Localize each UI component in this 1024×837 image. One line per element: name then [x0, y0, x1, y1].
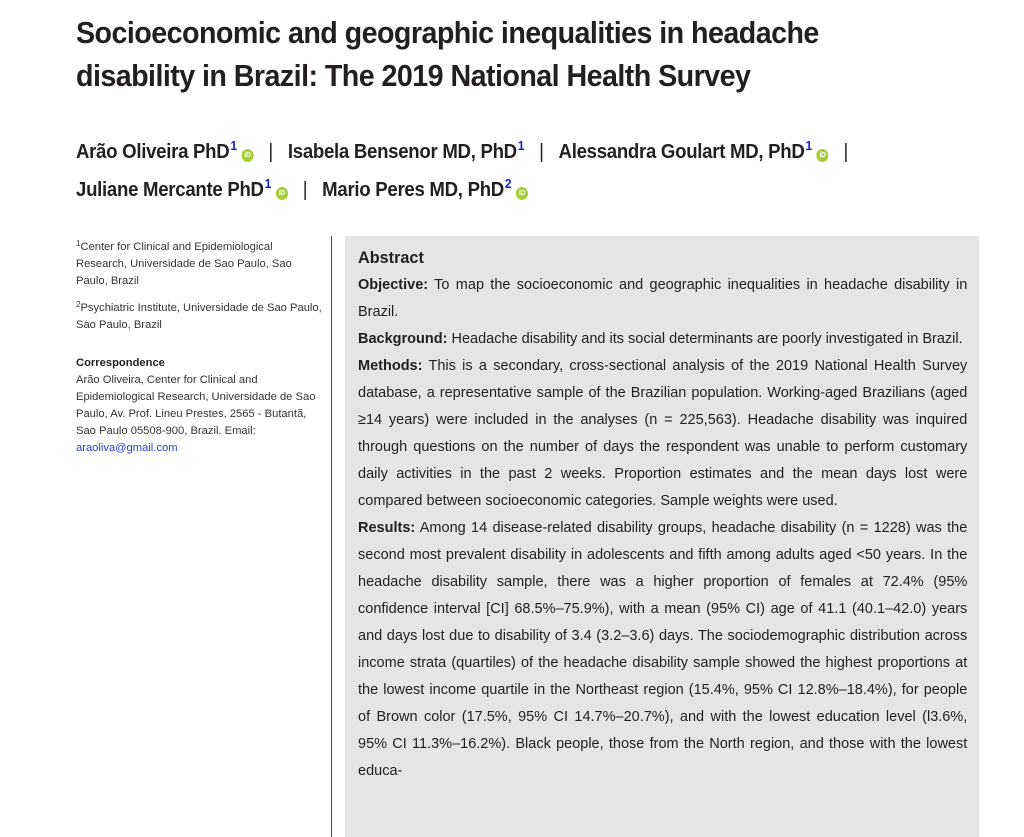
affiliation-ref[interactable]: 1 [230, 138, 237, 153]
affiliation-ref[interactable]: 1 [264, 176, 272, 191]
orcid-icon[interactable]: iD [276, 187, 288, 200]
section-text: To map the socioeconomic and geographic inequalities in headache disability in Brazil. [358, 276, 968, 320]
section-label: Objective: [358, 276, 429, 293]
abstract-results [358, 514, 967, 784]
affiliation-number: 2 [76, 300, 81, 309]
affiliation-text: Center for Clinical and Epidemiological Research, Universidade de Sao Paulo, Sao Paulo, Brazil [76, 241, 292, 287]
author-separator: | [539, 141, 544, 163]
author-name: Alessandra Goulart MD, PhD [558, 141, 805, 163]
abstract-content [358, 245, 967, 784]
abstract-heading: Abstract [358, 248, 424, 267]
author [322, 176, 528, 201]
orcid-icon[interactable]: iD [241, 149, 253, 162]
author [287, 138, 525, 163]
abstract-methods [358, 352, 967, 514]
affiliation-ref[interactable]: 2 [504, 176, 512, 191]
affiliation-ref[interactable]: 1 [517, 138, 525, 153]
orcid-icon[interactable]: iD [817, 149, 829, 162]
author-name: Mario Peres MD, PhD [322, 179, 504, 201]
article-title: Socioeconomic and geographic inequalities in headache disability in Brazil: The 2019 National Health Survey [76, 16, 819, 93]
affiliation-1 [76, 235, 324, 290]
author-separator: | [302, 179, 308, 201]
author-separator: | [843, 141, 849, 163]
affiliation-number: 1 [76, 239, 81, 248]
abstract-box [345, 236, 979, 837]
author-name: Arão Oliveira PhD [76, 141, 230, 163]
column-divider [331, 236, 332, 837]
author [76, 138, 254, 163]
affiliation-2 [76, 296, 324, 334]
author-separator: | [268, 141, 273, 163]
sidebar-metadata [76, 235, 324, 457]
author [76, 176, 288, 201]
section-label: Results: [358, 519, 416, 536]
abstract-background [358, 325, 967, 352]
correspondence-text: Arão Oliveira, Center for Clinical and Epidemiological Research, Universidade de Sao Paulo, Av. Prof. Lineu Prestes, 2565 - Butantã, Sao Paulo 05508-900, Brazil. Email: [76, 374, 316, 437]
correspondence-heading: Correspondence [76, 357, 165, 369]
author-list [76, 130, 913, 206]
affiliation-ref[interactable]: 1 [805, 138, 812, 153]
author [558, 138, 829, 163]
orcid-icon[interactable]: iD [516, 187, 528, 200]
author-name: Juliane Mercante PhD [76, 179, 264, 201]
abstract-objective [358, 271, 967, 325]
section-text: Headache disability and its social determinants are poorly investigated in Brazil. [447, 330, 963, 347]
section-text: Among 14 disease-related disability groups, headache disability (n = 1228) was the second most prevalent disability in adolescents and fifth among adults aged <50 years. In the headache disability sample, there was a higher proportion of females at 72.4% (95% confidence interval [CI] 68.5%–75.9%), with a mean (95% CI) age of 41.1 (40.1–42.0) years and days lost due to disability of 3.4 (3.2–3.6) days. The sociodemographic distribution across income strata (quartiles) of the headache disability sample showed the highest proportions at the lowest income quartile in the Northeast region (15.4%, 95% CI 12.8%–18.4%), for people of Brown color (17.5%, 95% CI 14.7%–20.7%), and with the lowest education level (l3.6%, 95% CI 11.3%–16.2%). Black people, those from the North region, and those with the lowest educa- [358, 519, 968, 779]
email-link[interactable]: araoliva@gmail.com [76, 442, 178, 454]
section-label: Methods: [358, 357, 423, 374]
affiliation-text: Psychiatric Institute, Universidade de Sao Paulo, Sao Paulo, Brazil [76, 302, 322, 331]
correspondence-body [76, 372, 324, 457]
section-label: Background: [358, 330, 448, 347]
section-text: This is a secondary, cross-sectional analysis of the 2019 National Health Survey database, a representative sample of the Brazilian population. Working-aged Brazilians (aged ≥14 years) were included in the analyses (n = 225,563). Headache disability was inquired through questions on the number of days the respondent was unable to perform customary daily activities in the past 2 weeks. Proportion estimates and the mean days lost were compared between socioeconomic categories. Sample weights were used. [358, 357, 968, 509]
author-name: Isabela Bensenor MD, PhD [287, 141, 517, 163]
